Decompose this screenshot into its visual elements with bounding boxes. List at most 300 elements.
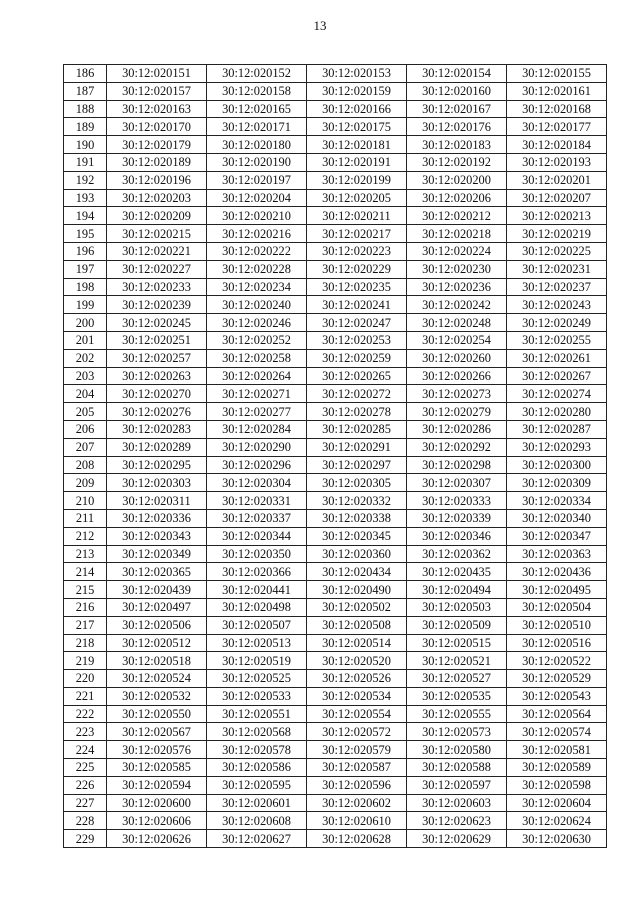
cadastral-number-cell: 30:12:020522 <box>507 652 607 670</box>
row-number-cell: 219 <box>64 652 107 670</box>
cadastral-number-cell: 30:12:020241 <box>307 296 407 314</box>
cadastral-number-cell: 30:12:020253 <box>307 331 407 349</box>
table-row <box>64 65 607 83</box>
row-number-cell: 200 <box>64 314 107 332</box>
cadastral-number-cell: 30:12:020515 <box>407 634 507 652</box>
table-row <box>64 331 607 349</box>
row-number-cell: 226 <box>64 776 107 794</box>
cadastral-number-cell: 30:12:020277 <box>207 403 307 421</box>
cadastral-number-cell: 30:12:020608 <box>207 812 307 830</box>
cadastral-number-cell: 30:12:020258 <box>207 349 307 367</box>
cadastral-number-cell: 30:12:020248 <box>407 314 507 332</box>
cadastral-number-cell: 30:12:020498 <box>207 598 307 616</box>
cadastral-number-cell: 30:12:020240 <box>207 296 307 314</box>
cadastral-number-cell: 30:12:020165 <box>207 100 307 118</box>
cadastral-number-cell: 30:12:020189 <box>107 153 207 171</box>
row-number-cell: 192 <box>64 171 107 189</box>
table-row <box>64 100 607 118</box>
table-row <box>64 776 607 794</box>
cadastral-number-cell: 30:12:020207 <box>507 189 607 207</box>
cadastral-table <box>63 64 607 848</box>
table-row <box>64 296 607 314</box>
cadastral-number-cell: 30:12:020225 <box>507 242 607 260</box>
cadastral-number-cell: 30:12:020289 <box>107 438 207 456</box>
cadastral-number-cell: 30:12:020267 <box>507 367 607 385</box>
cadastral-number-cell: 30:12:020168 <box>507 100 607 118</box>
cadastral-number-cell: 30:12:020158 <box>207 82 307 100</box>
cadastral-number-cell: 30:12:020234 <box>207 278 307 296</box>
cadastral-number-cell: 30:12:020154 <box>407 65 507 83</box>
cadastral-number-cell: 30:12:020345 <box>307 527 407 545</box>
row-number-cell: 204 <box>64 385 107 403</box>
row-number-cell: 194 <box>64 207 107 225</box>
cadastral-number-cell: 30:12:020236 <box>407 278 507 296</box>
cadastral-number-cell: 30:12:020252 <box>207 331 307 349</box>
cadastral-number-cell: 30:12:020554 <box>307 705 407 723</box>
cadastral-number-cell: 30:12:020360 <box>307 545 407 563</box>
row-number-cell: 196 <box>64 242 107 260</box>
cadastral-number-cell: 30:12:020251 <box>107 331 207 349</box>
cadastral-number-cell: 30:12:020179 <box>107 136 207 154</box>
row-number-cell: 225 <box>64 759 107 777</box>
cadastral-number-cell: 30:12:020270 <box>107 385 207 403</box>
cadastral-number-cell: 30:12:020211 <box>307 207 407 225</box>
cadastral-number-cell: 30:12:020203 <box>107 189 207 207</box>
cadastral-number-cell: 30:12:020495 <box>507 581 607 599</box>
cadastral-number-cell: 30:12:020350 <box>207 545 307 563</box>
cadastral-number-cell: 30:12:020205 <box>307 189 407 207</box>
cadastral-number-cell: 30:12:020283 <box>107 420 207 438</box>
cadastral-number-cell: 30:12:020161 <box>507 82 607 100</box>
cadastral-number-cell: 30:12:020183 <box>407 136 507 154</box>
cadastral-number-cell: 30:12:020580 <box>407 741 507 759</box>
cadastral-number-cell: 30:12:020224 <box>407 242 507 260</box>
cadastral-number-cell: 30:12:020595 <box>207 776 307 794</box>
row-number-cell: 186 <box>64 65 107 83</box>
cadastral-number-cell: 30:12:020439 <box>107 581 207 599</box>
cadastral-number-cell: 30:12:020155 <box>507 65 607 83</box>
cadastral-number-cell: 30:12:020210 <box>207 207 307 225</box>
table-row <box>64 634 607 652</box>
row-number-cell: 188 <box>64 100 107 118</box>
cadastral-number-cell: 30:12:020199 <box>307 171 407 189</box>
row-number-cell: 227 <box>64 794 107 812</box>
row-number-cell: 215 <box>64 581 107 599</box>
cadastral-number-cell: 30:12:020568 <box>207 723 307 741</box>
cadastral-number-cell: 30:12:020192 <box>407 153 507 171</box>
row-number-cell: 191 <box>64 153 107 171</box>
cadastral-number-cell: 30:12:020441 <box>207 581 307 599</box>
cadastral-number-cell: 30:12:020588 <box>407 759 507 777</box>
cadastral-number-cell: 30:12:020503 <box>407 598 507 616</box>
cadastral-number-cell: 30:12:020217 <box>307 225 407 243</box>
cadastral-number-cell: 30:12:020551 <box>207 705 307 723</box>
cadastral-number-cell: 30:12:020157 <box>107 82 207 100</box>
cadastral-number-cell: 30:12:020307 <box>407 474 507 492</box>
cadastral-number-cell: 30:12:020201 <box>507 171 607 189</box>
cadastral-number-cell: 30:12:020336 <box>107 509 207 527</box>
cadastral-number-cell: 30:12:020152 <box>207 65 307 83</box>
cadastral-number-cell: 30:12:020235 <box>307 278 407 296</box>
cadastral-number-cell: 30:12:020293 <box>507 438 607 456</box>
table-row <box>64 598 607 616</box>
table-row <box>64 171 607 189</box>
cadastral-number-cell: 30:12:020287 <box>507 420 607 438</box>
table-row <box>64 456 607 474</box>
cadastral-number-cell: 30:12:020598 <box>507 776 607 794</box>
table-row <box>64 153 607 171</box>
row-number-cell: 207 <box>64 438 107 456</box>
cadastral-number-cell: 30:12:020170 <box>107 118 207 136</box>
cadastral-number-cell: 30:12:020153 <box>307 65 407 83</box>
row-number-cell: 206 <box>64 420 107 438</box>
row-number-cell: 229 <box>64 830 107 848</box>
table-row <box>64 260 607 278</box>
cadastral-number-cell: 30:12:020604 <box>507 794 607 812</box>
table-row <box>64 670 607 688</box>
cadastral-number-cell: 30:12:020285 <box>307 420 407 438</box>
cadastral-number-cell: 30:12:020212 <box>407 207 507 225</box>
cadastral-number-cell: 30:12:020184 <box>507 136 607 154</box>
cadastral-number-cell: 30:12:020344 <box>207 527 307 545</box>
cadastral-number-cell: 30:12:020628 <box>307 830 407 848</box>
cadastral-number-cell: 30:12:020249 <box>507 314 607 332</box>
cadastral-number-cell: 30:12:020284 <box>207 420 307 438</box>
cadastral-number-cell: 30:12:020242 <box>407 296 507 314</box>
cadastral-number-cell: 30:12:020624 <box>507 812 607 830</box>
cadastral-number-cell: 30:12:020516 <box>507 634 607 652</box>
table-row <box>64 492 607 510</box>
cadastral-number-cell: 30:12:020190 <box>207 153 307 171</box>
table-row <box>64 830 607 848</box>
cadastral-number-cell: 30:12:020222 <box>207 242 307 260</box>
row-number-cell: 197 <box>64 260 107 278</box>
cadastral-number-cell: 30:12:020555 <box>407 705 507 723</box>
cadastral-number-cell: 30:12:020219 <box>507 225 607 243</box>
cadastral-number-cell: 30:12:020261 <box>507 349 607 367</box>
cadastral-number-cell: 30:12:020159 <box>307 82 407 100</box>
cadastral-number-cell: 30:12:020627 <box>207 830 307 848</box>
cadastral-number-cell: 30:12:020151 <box>107 65 207 83</box>
cadastral-number-cell: 30:12:020264 <box>207 367 307 385</box>
table-row <box>64 349 607 367</box>
cadastral-number-cell: 30:12:020594 <box>107 776 207 794</box>
cadastral-number-cell: 30:12:020245 <box>107 314 207 332</box>
cadastral-number-cell: 30:12:020435 <box>407 563 507 581</box>
cadastral-number-cell: 30:12:020494 <box>407 581 507 599</box>
table-row <box>64 652 607 670</box>
cadastral-number-cell: 30:12:020573 <box>407 723 507 741</box>
table-row <box>64 794 607 812</box>
cadastral-number-cell: 30:12:020507 <box>207 616 307 634</box>
row-number-cell: 210 <box>64 492 107 510</box>
cadastral-number-cell: 30:12:020309 <box>507 474 607 492</box>
cadastral-number-cell: 30:12:020497 <box>107 598 207 616</box>
cadastral-number-cell: 30:12:020338 <box>307 509 407 527</box>
cadastral-number-cell: 30:12:020259 <box>307 349 407 367</box>
cadastral-number-cell: 30:12:020347 <box>507 527 607 545</box>
cadastral-number-cell: 30:12:020366 <box>207 563 307 581</box>
row-number-cell: 221 <box>64 687 107 705</box>
cadastral-number-cell: 30:12:020237 <box>507 278 607 296</box>
cadastral-number-cell: 30:12:020572 <box>307 723 407 741</box>
row-number-cell: 228 <box>64 812 107 830</box>
cadastral-number-cell: 30:12:020221 <box>107 242 207 260</box>
table-row <box>64 563 607 581</box>
row-number-cell: 211 <box>64 509 107 527</box>
cadastral-number-cell: 30:12:020524 <box>107 670 207 688</box>
cadastral-number-cell: 30:12:020576 <box>107 741 207 759</box>
cadastral-number-cell: 30:12:020243 <box>507 296 607 314</box>
table-row <box>64 705 607 723</box>
row-number-cell: 203 <box>64 367 107 385</box>
cadastral-number-cell: 30:12:020227 <box>107 260 207 278</box>
cadastral-number-cell: 30:12:020597 <box>407 776 507 794</box>
cadastral-number-cell: 30:12:020305 <box>307 474 407 492</box>
cadastral-number-cell: 30:12:020254 <box>407 331 507 349</box>
cadastral-number-cell: 30:12:020175 <box>307 118 407 136</box>
cadastral-number-cell: 30:12:020247 <box>307 314 407 332</box>
cadastral-number-cell: 30:12:020246 <box>207 314 307 332</box>
table-row <box>64 242 607 260</box>
cadastral-number-cell: 30:12:020525 <box>207 670 307 688</box>
table-row <box>64 545 607 563</box>
row-number-cell: 198 <box>64 278 107 296</box>
cadastral-number-cell: 30:12:020265 <box>307 367 407 385</box>
cadastral-number-cell: 30:12:020213 <box>507 207 607 225</box>
cadastral-number-cell: 30:12:020333 <box>407 492 507 510</box>
cadastral-number-cell: 30:12:020518 <box>107 652 207 670</box>
cadastral-number-cell: 30:12:020273 <box>407 385 507 403</box>
row-number-cell: 193 <box>64 189 107 207</box>
cadastral-number-cell: 30:12:020272 <box>307 385 407 403</box>
cadastral-number-cell: 30:12:020532 <box>107 687 207 705</box>
cadastral-number-cell: 30:12:020529 <box>507 670 607 688</box>
cadastral-number-cell: 30:12:020343 <box>107 527 207 545</box>
cadastral-number-cell: 30:12:020239 <box>107 296 207 314</box>
cadastral-number-cell: 30:12:020526 <box>307 670 407 688</box>
cadastral-number-cell: 30:12:020303 <box>107 474 207 492</box>
cadastral-number-cell: 30:12:020602 <box>307 794 407 812</box>
table-row <box>64 687 607 705</box>
cadastral-number-cell: 30:12:020216 <box>207 225 307 243</box>
cadastral-number-cell: 30:12:020508 <box>307 616 407 634</box>
row-number-cell: 218 <box>64 634 107 652</box>
row-number-cell: 205 <box>64 403 107 421</box>
cadastral-number-cell: 30:12:020578 <box>207 741 307 759</box>
cadastral-number-cell: 30:12:020510 <box>507 616 607 634</box>
cadastral-number-cell: 30:12:020587 <box>307 759 407 777</box>
cadastral-number-cell: 30:12:020218 <box>407 225 507 243</box>
table-row <box>64 225 607 243</box>
cadastral-number-cell: 30:12:020509 <box>407 616 507 634</box>
cadastral-number-cell: 30:12:020331 <box>207 492 307 510</box>
cadastral-number-cell: 30:12:020257 <box>107 349 207 367</box>
cadastral-number-cell: 30:12:020209 <box>107 207 207 225</box>
page-number: 13 <box>313 18 327 33</box>
cadastral-number-cell: 30:12:020279 <box>407 403 507 421</box>
cadastral-number-cell: 30:12:020601 <box>207 794 307 812</box>
cadastral-number-cell: 30:12:020231 <box>507 260 607 278</box>
cadastral-number-cell: 30:12:020506 <box>107 616 207 634</box>
cadastral-number-cell: 30:12:020589 <box>507 759 607 777</box>
cadastral-number-cell: 30:12:020266 <box>407 367 507 385</box>
cadastral-number-cell: 30:12:020349 <box>107 545 207 563</box>
table-row <box>64 812 607 830</box>
cadastral-number-cell: 30:12:020233 <box>107 278 207 296</box>
cadastral-number-cell: 30:12:020533 <box>207 687 307 705</box>
table-row <box>64 581 607 599</box>
cadastral-number-cell: 30:12:020300 <box>507 456 607 474</box>
row-number-cell: 209 <box>64 474 107 492</box>
cadastral-number-cell: 30:12:020543 <box>507 687 607 705</box>
cadastral-number-cell: 30:12:020521 <box>407 652 507 670</box>
row-number-cell: 199 <box>64 296 107 314</box>
cadastral-number-cell: 30:12:020362 <box>407 545 507 563</box>
cadastral-number-cell: 30:12:020527 <box>407 670 507 688</box>
cadastral-number-cell: 30:12:020280 <box>507 403 607 421</box>
cadastral-number-cell: 30:12:020630 <box>507 830 607 848</box>
row-number-cell: 202 <box>64 349 107 367</box>
cadastral-number-cell: 30:12:020180 <box>207 136 307 154</box>
cadastral-number-cell: 30:12:020193 <box>507 153 607 171</box>
row-number-cell: 208 <box>64 456 107 474</box>
table-row <box>64 438 607 456</box>
cadastral-number-cell: 30:12:020304 <box>207 474 307 492</box>
cadastral-number-cell: 30:12:020191 <box>307 153 407 171</box>
cadastral-number-cell: 30:12:020176 <box>407 118 507 136</box>
cadastral-number-cell: 30:12:020296 <box>207 456 307 474</box>
cadastral-number-cell: 30:12:020271 <box>207 385 307 403</box>
cadastral-number-cell: 30:12:020163 <box>107 100 207 118</box>
cadastral-number-cell: 30:12:020171 <box>207 118 307 136</box>
cadastral-number-cell: 30:12:020520 <box>307 652 407 670</box>
cadastral-number-cell: 30:12:020276 <box>107 403 207 421</box>
cadastral-number-cell: 30:12:020196 <box>107 171 207 189</box>
cadastral-number-cell: 30:12:020297 <box>307 456 407 474</box>
cadastral-number-cell: 30:12:020206 <box>407 189 507 207</box>
cadastral-number-cell: 30:12:020263 <box>107 367 207 385</box>
table-row <box>64 403 607 421</box>
cadastral-number-cell: 30:12:020298 <box>407 456 507 474</box>
row-number-cell: 220 <box>64 670 107 688</box>
cadastral-number-cell: 30:12:020290 <box>207 438 307 456</box>
table-row <box>64 420 607 438</box>
cadastral-number-cell: 30:12:020606 <box>107 812 207 830</box>
table-row <box>64 527 607 545</box>
row-number-cell: 223 <box>64 723 107 741</box>
table-row <box>64 741 607 759</box>
row-number-cell: 187 <box>64 82 107 100</box>
cadastral-number-cell: 30:12:020181 <box>307 136 407 154</box>
cadastral-number-cell: 30:12:020600 <box>107 794 207 812</box>
table-body <box>64 65 607 848</box>
cadastral-number-cell: 30:12:020567 <box>107 723 207 741</box>
table-row <box>64 207 607 225</box>
cadastral-number-cell: 30:12:020215 <box>107 225 207 243</box>
cadastral-number-cell: 30:12:020223 <box>307 242 407 260</box>
table-row <box>64 189 607 207</box>
cadastral-number-cell: 30:12:020340 <box>507 509 607 527</box>
cadastral-number-cell: 30:12:020177 <box>507 118 607 136</box>
table-row <box>64 509 607 527</box>
row-number-cell: 189 <box>64 118 107 136</box>
cadastral-number-cell: 30:12:020311 <box>107 492 207 510</box>
cadastral-number-cell: 30:12:020519 <box>207 652 307 670</box>
cadastral-number-cell: 30:12:020535 <box>407 687 507 705</box>
cadastral-number-cell: 30:12:020200 <box>407 171 507 189</box>
table-row <box>64 82 607 100</box>
row-number-cell: 201 <box>64 331 107 349</box>
cadastral-number-cell: 30:12:020292 <box>407 438 507 456</box>
cadastral-number-cell: 30:12:020228 <box>207 260 307 278</box>
cadastral-number-cell: 30:12:020166 <box>307 100 407 118</box>
cadastral-number-cell: 30:12:020230 <box>407 260 507 278</box>
cadastral-number-cell: 30:12:020610 <box>307 812 407 830</box>
cadastral-number-cell: 30:12:020626 <box>107 830 207 848</box>
cadastral-number-cell: 30:12:020167 <box>407 100 507 118</box>
cadastral-number-cell: 30:12:020586 <box>207 759 307 777</box>
cadastral-number-cell: 30:12:020365 <box>107 563 207 581</box>
cadastral-number-cell: 30:12:020564 <box>507 705 607 723</box>
row-number-cell: 212 <box>64 527 107 545</box>
cadastral-number-cell: 30:12:020260 <box>407 349 507 367</box>
table-row <box>64 118 607 136</box>
cadastral-number-cell: 30:12:020334 <box>507 492 607 510</box>
cadastral-number-cell: 30:12:020581 <box>507 741 607 759</box>
row-number-cell: 190 <box>64 136 107 154</box>
table-row <box>64 385 607 403</box>
cadastral-number-cell: 30:12:020513 <box>207 634 307 652</box>
cadastral-number-cell: 30:12:020278 <box>307 403 407 421</box>
cadastral-number-cell: 30:12:020434 <box>307 563 407 581</box>
cadastral-number-cell: 30:12:020514 <box>307 634 407 652</box>
cadastral-number-cell: 30:12:020550 <box>107 705 207 723</box>
cadastral-number-cell: 30:12:020295 <box>107 456 207 474</box>
cadastral-number-cell: 30:12:020339 <box>407 509 507 527</box>
row-number-cell: 224 <box>64 741 107 759</box>
cadastral-number-cell: 30:12:020204 <box>207 189 307 207</box>
cadastral-number-cell: 30:12:020603 <box>407 794 507 812</box>
row-number-cell: 214 <box>64 563 107 581</box>
table-row <box>64 314 607 332</box>
table-row <box>64 367 607 385</box>
cadastral-number-cell: 30:12:020274 <box>507 385 607 403</box>
table-row <box>64 278 607 296</box>
cadastral-number-cell: 30:12:020363 <box>507 545 607 563</box>
cadastral-number-cell: 30:12:020629 <box>407 830 507 848</box>
cadastral-number-cell: 30:12:020502 <box>307 598 407 616</box>
cadastral-number-cell: 30:12:020346 <box>407 527 507 545</box>
table-row <box>64 474 607 492</box>
cadastral-number-cell: 30:12:020579 <box>307 741 407 759</box>
row-number-cell: 213 <box>64 545 107 563</box>
row-number-cell: 222 <box>64 705 107 723</box>
cadastral-number-cell: 30:12:020574 <box>507 723 607 741</box>
cadastral-number-cell: 30:12:020286 <box>407 420 507 438</box>
cadastral-number-cell: 30:12:020160 <box>407 82 507 100</box>
table-row <box>64 136 607 154</box>
cadastral-number-cell: 30:12:020197 <box>207 171 307 189</box>
cadastral-number-cell: 30:12:020229 <box>307 260 407 278</box>
cadastral-number-cell: 30:12:020504 <box>507 598 607 616</box>
cadastral-number-cell: 30:12:020596 <box>307 776 407 794</box>
cadastral-number-cell: 30:12:020512 <box>107 634 207 652</box>
cadastral-number-cell: 30:12:020337 <box>207 509 307 527</box>
cadastral-number-cell: 30:12:020255 <box>507 331 607 349</box>
cadastral-number-cell: 30:12:020436 <box>507 563 607 581</box>
cadastral-number-cell: 30:12:020490 <box>307 581 407 599</box>
